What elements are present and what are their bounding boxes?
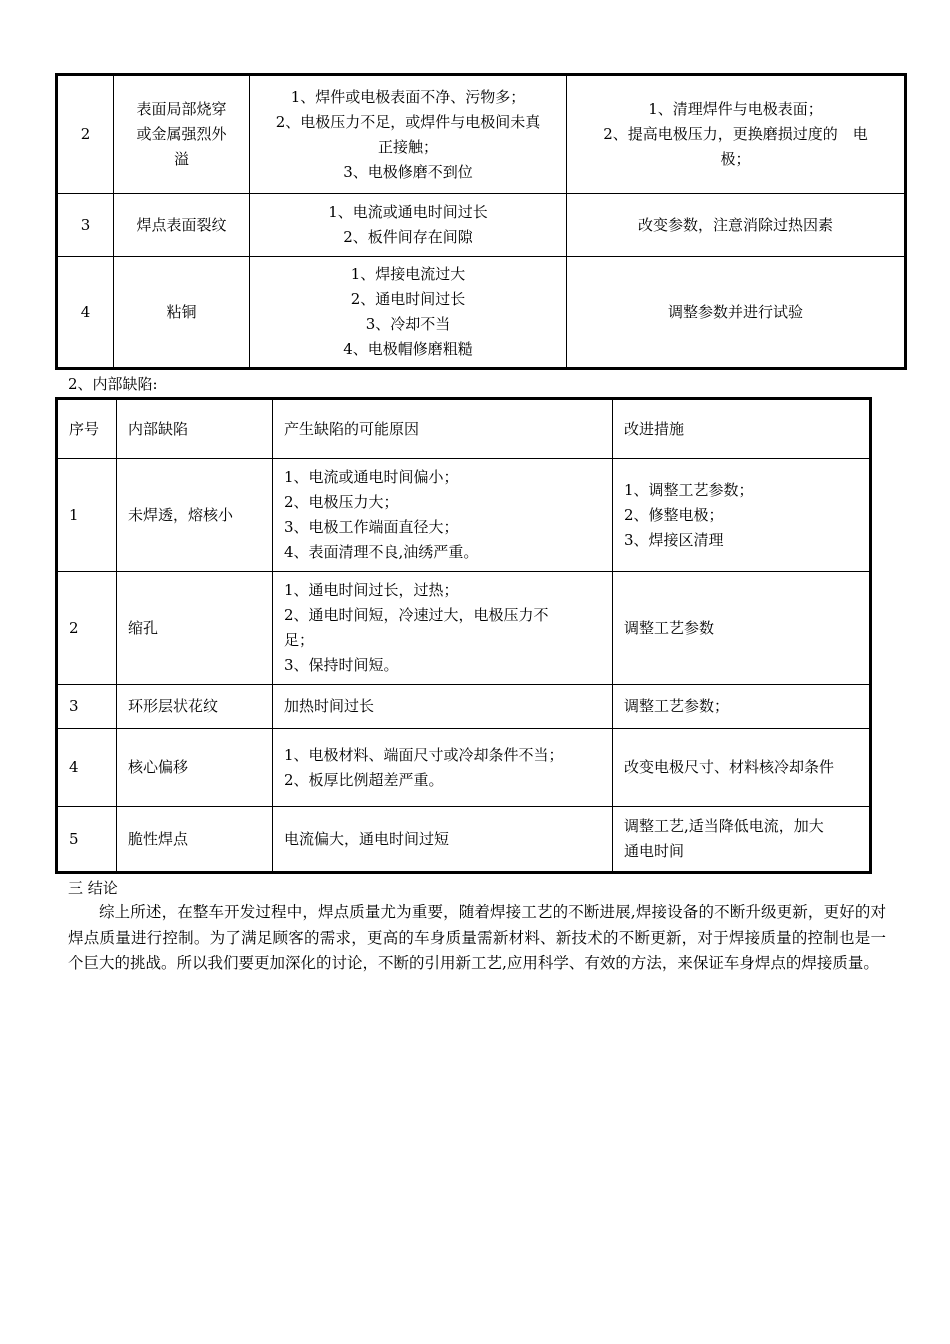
defect-cell: 焊点表面裂纹: [114, 194, 250, 257]
surface-defects-table: [55, 73, 907, 370]
measures-cell: 1、调整工艺参数； 2、修整电极； 3、焊接区清理: [613, 459, 871, 572]
row-number: 2: [57, 75, 114, 194]
header-defect: 内部缺陷: [117, 399, 273, 459]
table-row: [57, 685, 871, 729]
conclusion-paragraph: 综上所述，在整车开发过程中，焊点质量尤为重要，随着焊接工艺的不断进展,焊接设备的不断升级更新，更好的对焊点质量进行控制。为了满足顾客的需求，更高的车身质量需新材料、新技术的不断更新，对于焊接质量的控制也是一个巨大的挑战。所以我们要更加深化的讨论，不断的引用新工艺,应用科学、有效的方法，来保证车身焊点的焊接质量。: [68, 903, 886, 972]
header-no: 序号: [57, 399, 117, 459]
measures-cell: 改变参数，注意消除过热因素: [567, 194, 906, 257]
measures-cell: 调整工艺,适当降低电流，加大 通电时间: [613, 807, 871, 873]
defect-cell: 核心偏移: [117, 729, 273, 807]
row-number: 4: [57, 257, 114, 369]
row-number: 3: [57, 194, 114, 257]
row-number: 3: [57, 685, 117, 729]
measures-cell: 改变电极尺寸、材料核冷却条件: [613, 729, 871, 807]
table-header-row: [57, 399, 871, 459]
defect-cell: 环形层状花纹: [117, 685, 273, 729]
measures-cell: 调整工艺参数: [613, 572, 871, 685]
measures-cell: 调整参数并进行试验: [567, 257, 906, 369]
defect-cell: 粘铜: [114, 257, 250, 369]
causes-cell: 电流偏大，通电时间过短: [273, 807, 613, 873]
conclusion-heading: 三 结论: [68, 879, 118, 897]
row-number: 4: [57, 729, 117, 807]
measures-cell: 1、清理焊件与电极表面； 2、提高电极压力，更换磨损过度的 电 极；: [567, 75, 906, 194]
table-row: [57, 75, 906, 194]
internal-defects-table: [55, 397, 872, 874]
causes-cell: 1、通电时间过长，过热； 2、通电时间短，冷速过大，电极压力不 足； 3、保持时间短。: [273, 572, 613, 685]
defect-cell: 缩孔: [117, 572, 273, 685]
defect-cell: 表面局部烧穿 或金属强烈外 溢: [114, 75, 250, 194]
row-number: 1: [57, 459, 117, 572]
row-number: 5: [57, 807, 117, 873]
table-row: [57, 807, 871, 873]
defect-cell: 脆性焊点: [117, 807, 273, 873]
table-row: [57, 194, 906, 257]
table-row: [57, 257, 906, 369]
causes-cell: 1、焊件或电极表面不净、污物多； 2、电极压力不足，或焊件与电极间未真 正接触； 3、电极修磨不到位: [250, 75, 567, 194]
header-measures: 改进措施: [613, 399, 871, 459]
causes-cell: 1、电流或通电时间过长 2、板件间存在间隙: [250, 194, 567, 257]
causes-cell: 1、电极材料、端面尺寸或冷却条件不当； 2、板厚比例超差严重。: [273, 729, 613, 807]
causes-cell: 加热时间过长: [273, 685, 613, 729]
row-number: 2: [57, 572, 117, 685]
table-row: [57, 459, 871, 572]
causes-cell: 1、电流或通电时间偏小； 2、电极压力大； 3、电极工作端面直径大； 4、表面清理不良,油绣严重。: [273, 459, 613, 572]
causes-cell: 1、焊接电流过大 2、通电时间过长 3、冷却不当 4、电极帽修磨粗糙: [250, 257, 567, 369]
table-row: [57, 729, 871, 807]
internal-defects-heading: 2、内部缺陷:: [68, 375, 158, 393]
table-row: [57, 572, 871, 685]
defect-cell: 未焊透，熔核小: [117, 459, 273, 572]
measures-cell: 调整工艺参数；: [613, 685, 871, 729]
header-causes: 产生缺陷的可能原因: [273, 399, 613, 459]
